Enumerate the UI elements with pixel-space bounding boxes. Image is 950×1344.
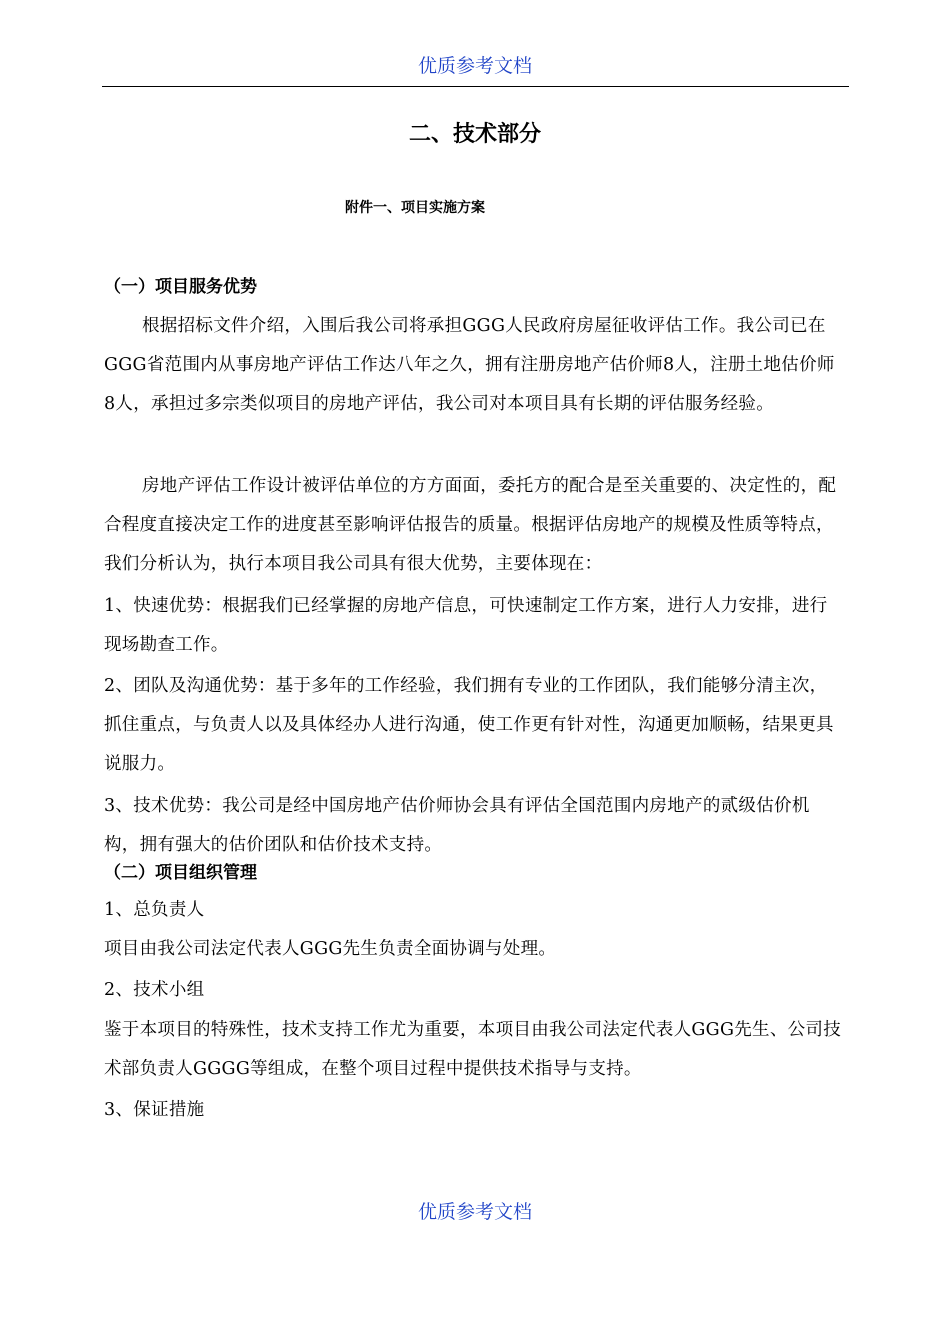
page-title: 二、技术部分 — [408, 122, 541, 147]
subsection-title-measures: 3、保证措施 — [104, 1100, 205, 1120]
page-footer: 优质参考文档 — [417, 1201, 532, 1223]
list-item-fast: 1、快速优势：根据我们已经掌握的房地产信息，可快速制定工作方案，进行人力安排，进行现场勘查工作。 — [104, 596, 828, 655]
paragraph-cooperation: 房地产评估工作设计被评估单位的方方面面，委托方的配合是至关重要的、决定性的，配合程度直接决定工作的进度甚至影响评估报告的质量。根据评估房地产的规模及性质等特点，我们分析认为，执行本项目我公司具有很大优势，主要体现在： — [104, 476, 837, 574]
section-heading-organization: （二）项目组织管理 — [104, 863, 257, 883]
subsection-title-leader: 1、总负责人 — [104, 900, 205, 920]
header-divider — [102, 86, 849, 87]
page-header: 优质参考文档 — [417, 55, 532, 77]
subsection-text-tech-team: 鉴于本项目的特殊性，技术支持工作尤为重要，本项目由我公司法定代表人GGG先生、公司技术部负责人GGGG等组成，在整个项目过程中提供技术指导与支持。 — [104, 1020, 842, 1079]
subsection-title-tech-team: 2、技术小组 — [104, 980, 205, 1000]
list-item-technical: 3、技术优势：我公司是经中国房地产估价师协会具有评估全国范围内房地产的贰级估价机构，拥有强大的估价团队和估价技术支持。 — [104, 796, 810, 855]
list-item-team: 2、团队及沟通优势：基于多年的工作经验，我们拥有专业的工作团队，我们能够分清主次，抓住重点，与负责人以及具体经办人进行沟通，使工作更有针对性，沟通更加顺畅，结果更具说服力。 — [104, 676, 834, 774]
subsection-text-leader: 项目由我公司法定代表人GGG先生负责全面协调与处理。 — [104, 939, 557, 959]
attachment-subtitle: 附件一、项目实施方案 — [345, 200, 485, 216]
section-heading-advantages: （一）项目服务优势 — [104, 277, 257, 297]
paragraph-intro: 根据招标文件介绍，入围后我公司将承担GGG人民政府房屋征收评估工作。我公司已在GGG省范围内从事房地产评估工作达八年之久，拥有注册房地产估价师8人，注册土地估价师8人，承担过多宗类似项目的房地产评估，我公司对本项目具有长期的评估服务经验。 — [104, 316, 835, 414]
